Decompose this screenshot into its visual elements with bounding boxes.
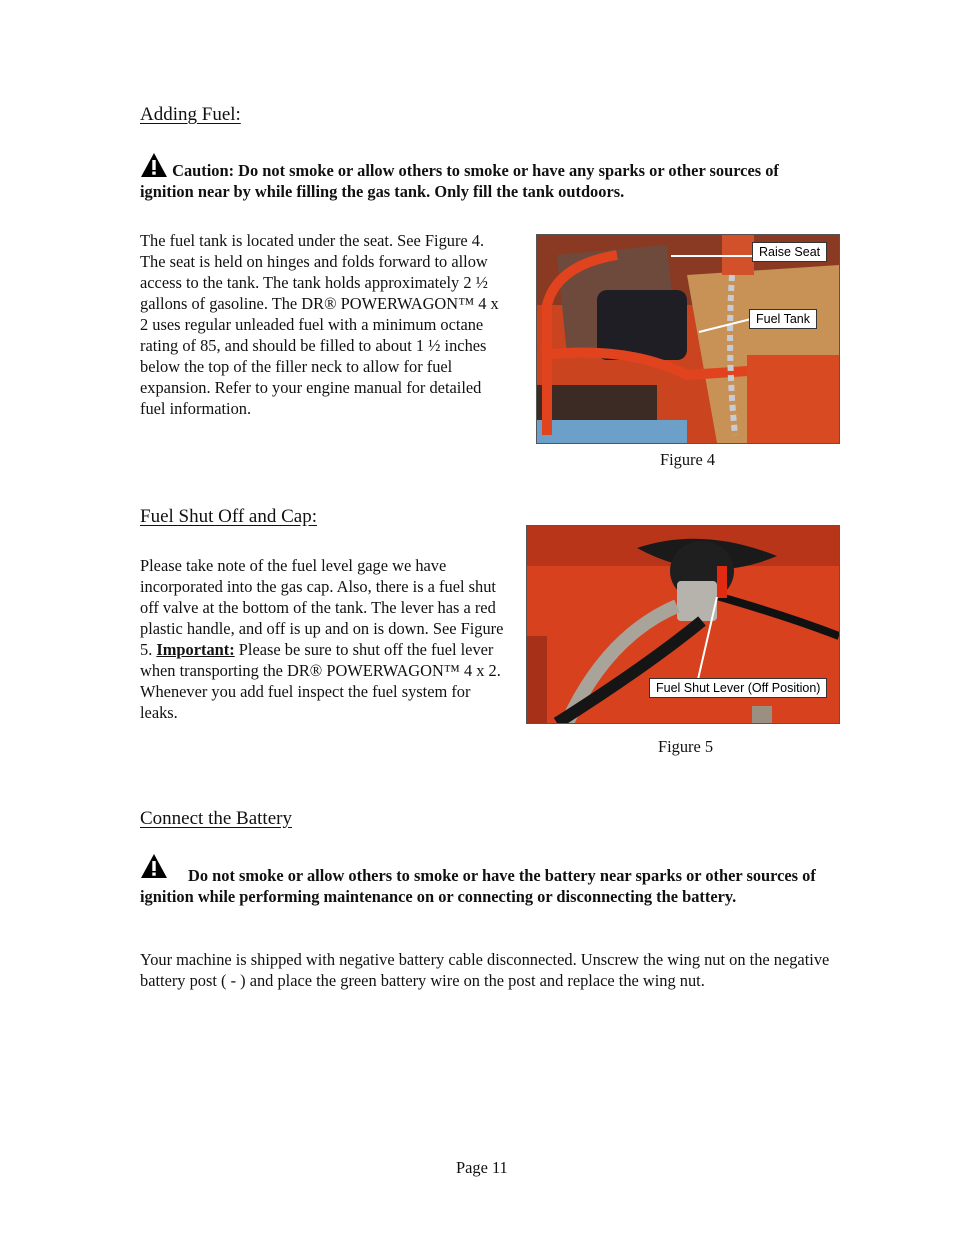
figure-4-photo [536, 234, 840, 444]
section-heading-fuel-shutoff: Fuel Shut Off and Cap: [140, 506, 317, 527]
page-number: Page 11 [456, 1158, 508, 1177]
adding-fuel-paragraph: The fuel tank is located under the seat. See Figure 4. The seat is held on hinges and folds forward to allow access to the tank. The tank holds approximately 2 ½ gallons of gasoline. The DR® POWERWAGON™ 4 x 2 uses regular unleaded fuel with a minimum octane rating of 85, and should be filled to about 1 ½ inches below the top of the filler neck to allow for fuel expansion. Refer to your engine manual for detailed fuel information. [140, 231, 499, 418]
battery-warning: Do not smoke or allow others to smoke or have the battery near sparks or other sources of ignition while performing maintenance on or connecting or disconnecting the battery. [140, 866, 816, 906]
battery-paragraph: Your machine is shipped with negative battery cable disconnected. Unscrew the wing nut on the negative battery post ( - ) and place the green battery wire on the post and replace the wing nut. [140, 950, 830, 990]
figure-4-caption: Figure 4 [660, 450, 716, 469]
fuel-shutoff-paragraph [140, 555, 505, 723]
figure-5-caption: Figure 5 [658, 737, 714, 756]
caution-notice [140, 152, 820, 202]
section-heading-adding-fuel: Adding Fuel: [140, 104, 241, 125]
fuel-shutoff-text-1: Please take note of the fuel level gage we have incorporated into the gas cap. Also, there is a fuel shut off valve at the bottom of the tank. The lever has a red plastic handle, and off is up and on is down. See Figure 5. [140, 556, 504, 659]
callout-leader-raise-seat [671, 255, 759, 257]
figure-5-photo [526, 525, 840, 724]
callout-fuel-tank: Fuel Tank [749, 309, 817, 329]
caution-text: Caution: Do not smoke or allow others to smoke or have any sparks or other sources of ignition near by while filling the gas tank. Only fill the tank outdoors. [140, 161, 779, 201]
warning-triangle-icon [140, 152, 168, 178]
fuel-shutoff-text-2: Please be sure to shut off the fuel lever when transporting the DR® POWERWAGON™ 4 x 2. Whenever you add fuel inspect the fuel system for leaks. [140, 640, 501, 722]
important-label: Important: [156, 640, 235, 659]
callout-raise-seat: Raise Seat [752, 242, 827, 262]
seat-and-fuel-tank-image [537, 235, 839, 443]
section-heading-battery: Connect the Battery [140, 808, 292, 829]
callout-fuel-shut-lever: Fuel Shut Lever (Off Position) [649, 678, 827, 698]
